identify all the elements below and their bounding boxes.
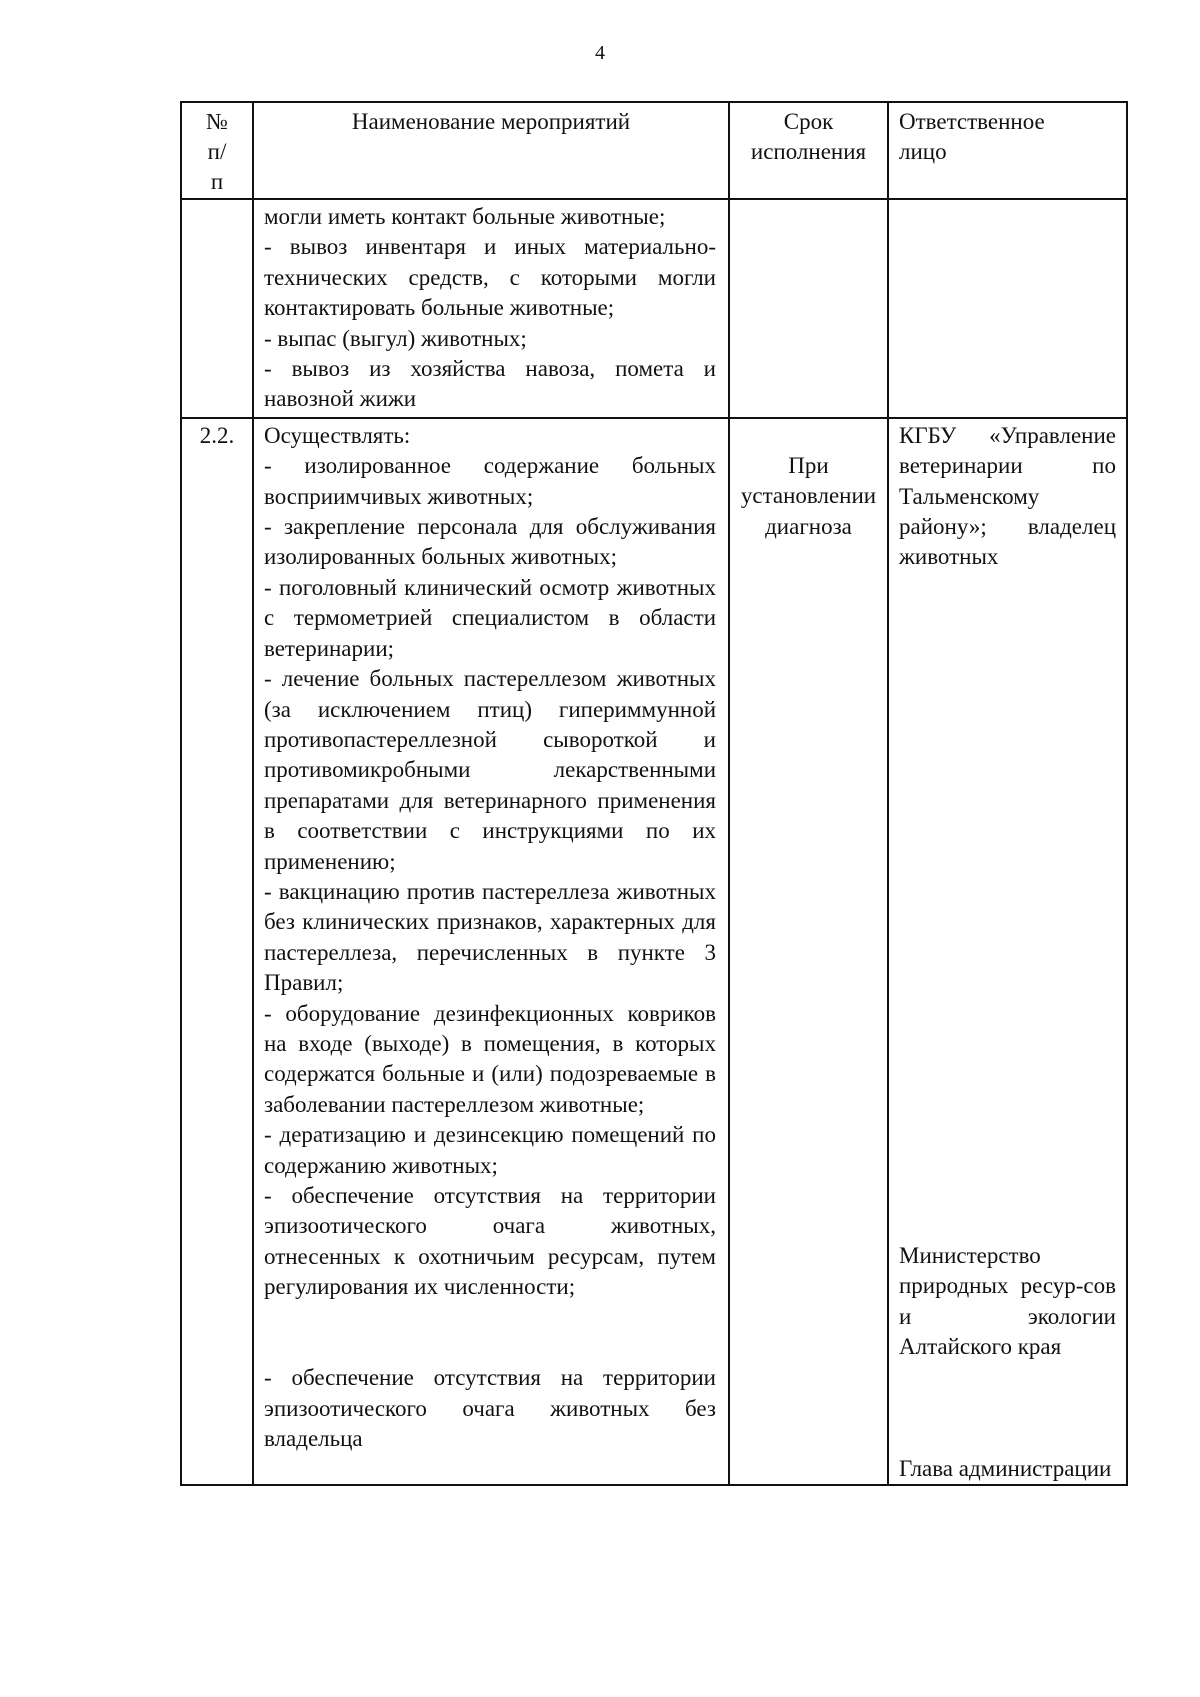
row2-term-text: При установлении диагноза (740, 452, 877, 539)
list-item: - оборудование дезинфекционных ковриков на входе (выходе) в помещения, в которых содержатся больные и (или) подозреваемые в заболевании пастереллезом животные; (264, 1000, 716, 1117)
spacer (264, 1333, 716, 1363)
row2-num: 2.2. (181, 418, 253, 1485)
row2-measures (253, 418, 729, 1485)
row2-term (729, 418, 888, 1485)
row1-term (729, 199, 888, 418)
list-item: - вакцинацию против пастереллеза животных без клинических признаков, характерных для пастереллеза, перечисленных в пункте 3 Правил; (264, 878, 716, 996)
list-item: - обеспечение отсутствия на территории эпизоотического очага животных, отнесенных к охотничьим ресурсам, путем регулирования их численности; (264, 1183, 716, 1300)
responsible-block-2: Министерство природных ресур-сов и экологии Алтайского края (899, 1242, 1116, 1360)
table-header-row (181, 102, 1127, 199)
list-intro: Осуществлять: (264, 422, 411, 448)
list-item: - вывоз из хозяйства навоза, помета и навозной жижи (264, 356, 716, 412)
table-row (181, 199, 1127, 418)
measures-table (180, 101, 1128, 1486)
row1-measures (253, 199, 729, 418)
row1-num (181, 199, 253, 418)
list-item: - лечение больных пастереллезом животных (за исключением птиц) гипериммунной противопастереллезной сывороткой и противомикробными лекарственными препаратами для ветеринарного применения в соответствии с инструкциями по их применению; (264, 666, 716, 874)
spacer (264, 1303, 716, 1333)
header-num (181, 102, 253, 199)
header-responsible (888, 102, 1127, 199)
spacer (899, 573, 1116, 1241)
list-item: - дератизацию и дезинсекцию помещений по содержанию животных; (264, 1122, 716, 1178)
header-responsible-label: Ответственное лицо (899, 109, 1045, 164)
row2-responsible (888, 418, 1127, 1485)
header-num-label: № п/п (206, 109, 228, 194)
list-item: - закрепление персонала для обслуживания изолированных больных животных; (264, 514, 716, 570)
row1-responsible (888, 199, 1127, 418)
list-item: - обеспечение отсутствия на территории эпизоотического очага животных без владельца (264, 1365, 716, 1452)
responsible-block-3: Глава администрации (899, 1455, 1112, 1481)
list-item: - выпас (выгул) животных; (264, 325, 527, 351)
header-name: Наименование мероприятий (253, 102, 729, 199)
header-term-label: Срок исполнения (750, 109, 867, 164)
table-row (181, 418, 1127, 1485)
spacer (899, 1363, 1116, 1454)
page-number: 4 (595, 42, 605, 64)
list-item: могли иметь контакт больные животные; (264, 204, 666, 229)
list-item: - вывоз инвентаря и иных материально-технических средств, с которыми могли контактировать больные животные; (264, 234, 716, 321)
responsible-block-1: КГБУ «Управление ветеринарии по Тальменскому району»; владелец животных (899, 422, 1116, 570)
header-term (729, 102, 888, 199)
list-item: - поголовный клинический осмотр животных с термометрией специалистом в области ветеринарии; (264, 574, 716, 661)
list-item: - изолированное содержание больных восприимчивых животных; (264, 453, 716, 509)
